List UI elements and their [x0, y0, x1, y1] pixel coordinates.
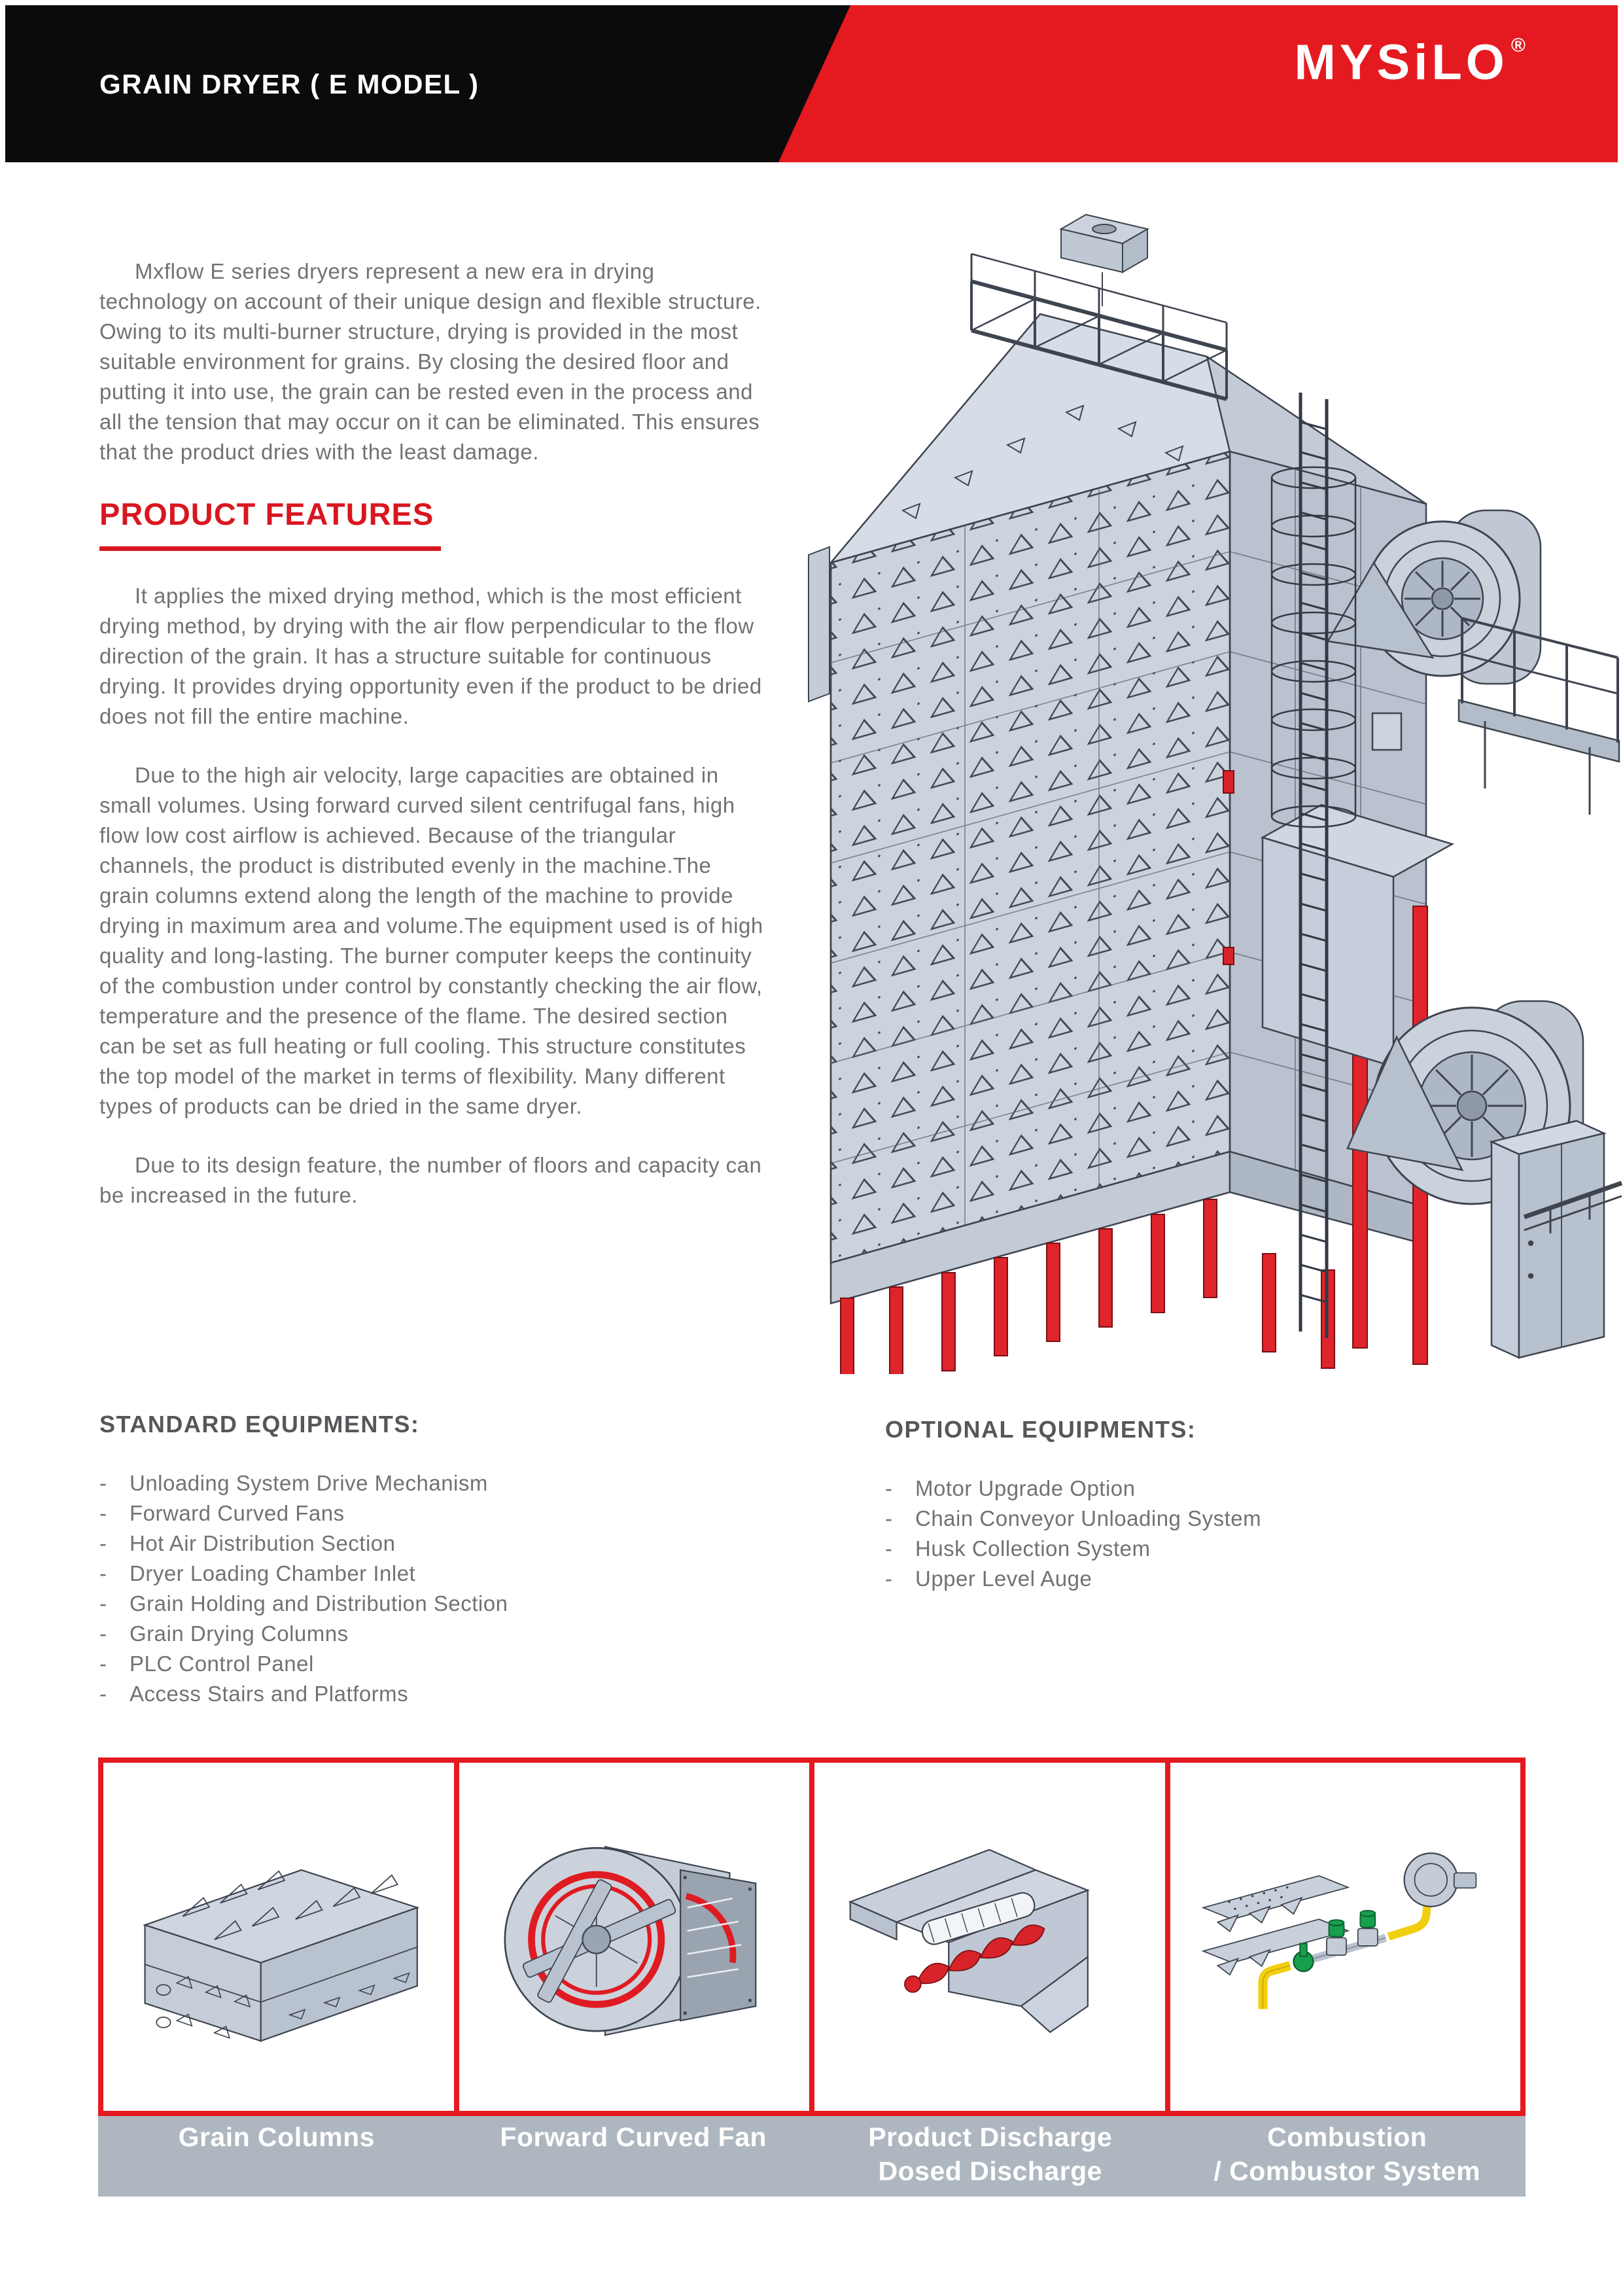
optional-equipments-heading: OPTIONAL EQUIPMENTS: — [885, 1416, 1196, 1443]
grain-columns-drawing — [128, 1787, 429, 2087]
forward-curved-fan-drawing — [483, 1787, 785, 2087]
list-item: - Access Stairs and Platforms — [99, 1679, 780, 1709]
gallery-image-grain-columns — [98, 1757, 459, 2116]
list-item: - Grain Holding and Distribution Section — [99, 1589, 780, 1619]
list-item: - PLC Control Panel — [99, 1649, 780, 1679]
features-paragraph-2: Due to the high air velocity, large capacities are obtained in small volumes. Using forward curved silent centrifugal fans, high flow low cost airflow is achieved. Because of the triangular channels, the product is distributed evenly in the machine.The grain columns extend along the length of the machine to provide drying in maximum area and volume.The equipment used is of high quality and long-lasting. The burner computer keeps the continuity of the combustion under control by constantly checking the air flow, temperature and the presence of the flame. The desired section can be set as full heating or full cooling. This structure constitutes the top model of the market in terms of flexibility. Many different types of products can be dried in the same dryer. — [99, 763, 763, 1118]
caption-line: Grain Columns — [178, 2122, 375, 2152]
features-paragraph-3: Due to its design feature, the number of floors and capacity can be increased in the future. — [99, 1153, 762, 1207]
list-item: - Upper Level Auge — [885, 1564, 1579, 1594]
grain-dryer-drawing — [805, 196, 1622, 1374]
list-item: - Unloading System Drive Mechanism — [99, 1468, 780, 1498]
intro-paragraph: Mxflow E series dryers represent a new era in drying technology on account of their unique design and flexible structure. Owing to its multi-burner structure, drying is provided in the most suitable environment for grains. By closing the desired floor and putting it into use, the grain can be rested even in the process and all the tension that may occur on it can be eliminated. This ensures that the product dries with the least damage. — [99, 259, 761, 464]
gallery-image-combustor-system — [1165, 1757, 1526, 2116]
registered-mark: ® — [1510, 35, 1526, 56]
list-item: - Motor Upgrade Option — [885, 1474, 1579, 1504]
caption-grain-columns — [98, 2116, 455, 2197]
caption-product-discharge — [812, 2116, 1169, 2197]
grain-dryer-illustration — [805, 196, 1622, 1374]
optional-equipments-list — [885, 1474, 1579, 1594]
list-item: - Husk Collection System — [885, 1534, 1579, 1564]
standard-equipments-heading: STANDARD EQUIPMENTS: — [99, 1411, 420, 1438]
gallery-caption-bar — [98, 2116, 1526, 2197]
gallery-image-forward-curved-fan — [454, 1757, 815, 2116]
caption-line: Combustion — [1267, 2122, 1427, 2152]
caption-line: Forward Curved Fan — [500, 2122, 767, 2152]
standard-equipments-section — [99, 1411, 780, 1709]
caption-line: / Combustor System — [1213, 2156, 1481, 2186]
heading-underline — [99, 546, 441, 551]
features-paragraph-1: It applies the mixed drying method, which is the most efficient drying method, by drying with the air flow perpendicular to the flow direction of the grain. It has a structure suitable for continuous drying. It provides drying opportunity even if the product to be dried does not fill the entire machine. — [99, 584, 762, 728]
list-item: - Dryer Loading Chamber Inlet — [99, 1559, 780, 1589]
page-title: GRAIN DRYER ( E MODEL ) — [99, 69, 480, 99]
caption-combustor-system — [1169, 2116, 1526, 2197]
list-item: - Hot Air Distribution Section — [99, 1528, 780, 1559]
top-hopper — [1061, 215, 1147, 306]
list-item: - Forward Curved Fans — [99, 1498, 780, 1528]
caption-line: Dosed Discharge — [878, 2156, 1102, 2186]
product-features-heading: PRODUCT FEATURES — [99, 497, 434, 531]
optional-equipments-section — [885, 1416, 1579, 1594]
standard-equipments-list — [99, 1468, 780, 1709]
gallery-image-product-discharge — [809, 1757, 1170, 2116]
side-bin — [809, 547, 829, 701]
brand-logo — [1295, 34, 1526, 91]
list-item: - Chain Conveyor Unloading System — [885, 1504, 1579, 1534]
intro-and-features-column — [99, 256, 763, 1239]
combustor-system-drawing — [1195, 1787, 1496, 2087]
caption-line: Product Discharge — [868, 2122, 1113, 2152]
caption-forward-curved-fan — [455, 2116, 812, 2197]
control-cabinet — [1492, 1121, 1604, 1358]
gallery-images-row — [98, 1757, 1526, 2116]
equipment-gallery — [98, 1757, 1526, 2197]
list-item: - Grain Drying Columns — [99, 1619, 780, 1649]
tower-front-face — [831, 451, 1234, 1263]
header-banner — [5, 5, 1618, 162]
product-discharge-drawing — [839, 1787, 1140, 2087]
brand-logo-text: MYSiLO — [1294, 35, 1509, 90]
